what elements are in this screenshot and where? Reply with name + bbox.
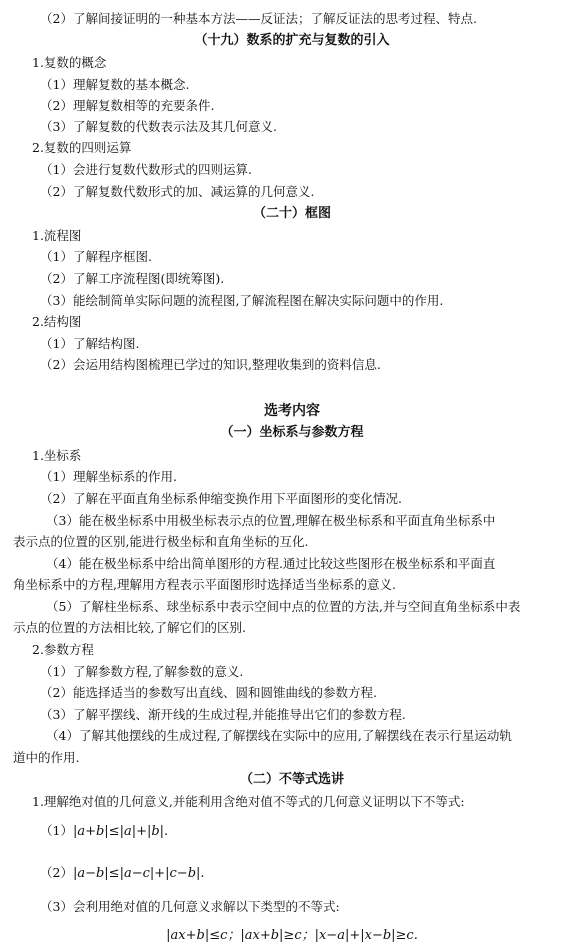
item-flowchart: 1.流程图 [32,228,82,243]
item-param-cycloid: （3）了解平摆线、渐开线的生成过程,并能推导出它们的参数方程. [40,707,406,722]
item-cylindrical-l1: （5）了解柱坐标系、球坐标系中表示空间中点的位置的方法,并与空间直角坐标系中表 [46,599,521,614]
item-param-other-l2: 道中的作用. [13,750,80,765]
item-complex-ops: 2.复数的四则运算 [32,140,132,155]
item-flowchart-process: （2）了解工序流程图(即统筹图). [40,271,225,286]
item-structure-understand: （1）了解结构图. [40,336,140,351]
item-complex-algebraic: （3）了解复数的代数表示法及其几何意义. [40,119,277,134]
item-complex-equal: （2）理解复数相等的充要条件. [40,98,215,113]
item-cylindrical-l2: 示点的位置的方法相比较,了解它们的区别. [13,620,246,635]
item-polar-l2: 表示点的位置的区别,能进行极坐标和直角坐标的互化. [13,534,309,549]
item-coord-stretch: （2）了解在平面直角坐标系伸缩变换作用下平面图形的变化情况. [40,491,402,506]
item-coordinate-system: 1.坐标系 [32,448,82,463]
item-flowchart-draw: （3）能绘制简单实际问题的流程图,了解流程图在解决实际问题中的作用. [40,293,444,308]
item-triangle-ineq [0,822,584,841]
item-label-1: （1） [40,823,73,838]
item-complex-concept: 1.复数的概念 [32,55,107,70]
item-flowchart-program: （1）了解程序框图. [40,249,152,264]
formula-solve-ineq: |ax+b|≤c；|ax+b|≥c；|x−a|+|x−b|≥c. [166,928,418,943]
item-coord-role: （1）理解坐标系的作用. [40,469,177,484]
item-structure-use: （2）会运用结构图梳理已学过的知识,整理收集到的资料信息. [40,357,381,372]
item-solve-ineq: （3）会利用绝对值的几何意义求解以下类型的不等式: [40,899,340,914]
item-polar-l1: （3）能在极坐标系中用极坐标表示点的位置,理解在极坐标系和平面直角坐标系中 [46,513,496,528]
item-param-curves: （2）能选择适当的参数写出直线、圆和圆锥曲线的参数方程. [40,685,377,700]
item-complex-arith: （1）会进行复数代数形式的四则运算. [40,162,252,177]
elective-section-1-title: （一）坐标系与参数方程 [220,425,364,440]
item-complex-geom: （2）了解复数代数形式的加、减运算的几何意义. [40,184,315,199]
item-polar-eq-l2: 角坐标系中的方程,理解用方程表示平面图形时选择适当坐标系的意义. [13,577,396,592]
formula-triangle-ineq: |a+b|≤|a|+|b|. [72,824,169,839]
section-20-title: （二十）框图 [252,206,331,221]
item-param-meaning: （1）了解参数方程,了解参数的意义. [40,664,244,679]
item-polar-eq-l1: （4）能在极坐标系中给出简单图形的方程.通过比较这些图形在极坐标系和平面直 [46,556,496,571]
item-solve-ineq-formulas [0,926,584,945]
section-19-title: （十九）数系的扩充与复数的引入 [194,33,390,48]
proof-method-item: （2）了解间接证明的一种基本方法——反证法；了解反证法的思考过程、特点. [40,11,477,26]
item-structure: 2.结构图 [32,314,82,329]
elective-section-2-title: （二）不等式选讲 [239,772,344,787]
item-complex-basic: （1）理解复数的基本概念. [40,77,190,92]
item-parametric: 2.参数方程 [32,642,94,657]
item-absolute-value: 1.理解绝对值的几何意义,并能利用含绝对值不等式的几何意义证明以下不等式: [32,794,465,809]
item-param-other-l1: （4）了解其他摆线的生成过程,了解摆线在实际中的应用,了解摆线在表示行星运动轨 [46,728,512,743]
item-triangle-ineq-2 [0,864,584,883]
elective-title: 选考内容 [264,403,320,419]
formula-triangle-ineq-2: |a−b|≤|a−c|+|c−b|. [72,866,205,881]
item-label-2: （2） [40,865,73,880]
